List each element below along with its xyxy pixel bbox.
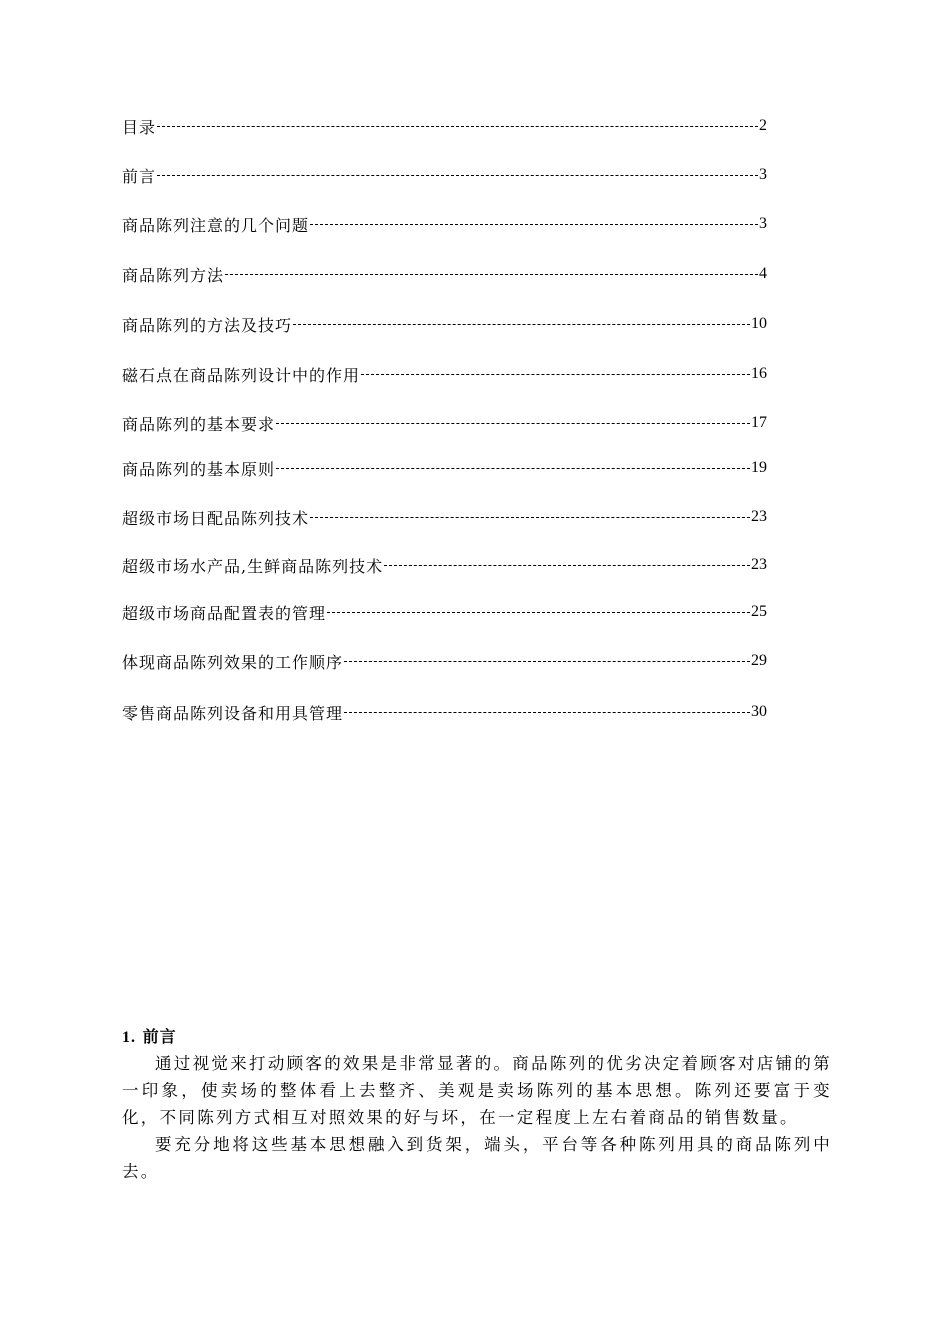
toc-leader: [310, 517, 750, 519]
toc-entry[interactable]: [122, 505, 767, 529]
toc-leader: [276, 468, 750, 470]
toc-entry-label: 超级市场商品配置表的管理: [122, 603, 327, 623]
toc-entry[interactable]: [122, 649, 767, 673]
toc-entry-page: 4: [759, 265, 767, 282]
toc-leader: [327, 612, 750, 614]
toc-entry-label: 商品陈列方法: [122, 265, 225, 285]
toc-entry-label: 体现商品陈列效果的工作顺序: [122, 652, 344, 672]
toc-leader: [310, 224, 758, 226]
toc-entry-label: 商品陈列的方法及技巧: [122, 315, 293, 335]
toc-entry-page: 23: [751, 508, 767, 525]
toc-entry-page: 3: [759, 166, 767, 183]
section-title: 前言: [142, 1027, 177, 1046]
toc-leader: [344, 712, 750, 714]
toc-entry[interactable]: [122, 163, 767, 187]
toc-leader: [344, 661, 750, 663]
toc-entry-page: 10: [751, 315, 767, 332]
toc-entry[interactable]: [122, 212, 767, 236]
toc-entry[interactable]: [122, 114, 767, 138]
toc-leader: [157, 175, 758, 177]
toc-entry-page: 17: [751, 414, 767, 431]
toc-entry[interactable]: [122, 362, 767, 386]
preface-section: [122, 1024, 832, 1185]
toc-entry-label: 商品陈列注意的几个问题: [122, 215, 310, 235]
toc-entry[interactable]: [122, 600, 767, 624]
toc-entry-label: 商品陈列的基本原则: [122, 459, 276, 479]
toc-entry-label: 超级市场日配品陈列技术: [122, 508, 310, 528]
toc-entry[interactable]: [122, 411, 767, 435]
toc-entry-label: 前言: [122, 166, 157, 186]
toc-entry-label: 磁石点在商品陈列设计中的作用: [122, 365, 361, 385]
toc-leader: [384, 565, 750, 567]
toc-entry-label: 超级市场水产品,生鲜商品陈列技术: [122, 556, 384, 576]
toc-leader: [157, 126, 758, 128]
toc-leader: [276, 423, 750, 425]
toc-leader: [361, 374, 750, 376]
toc-leader: [293, 324, 750, 326]
toc-entry-page: 23: [751, 556, 767, 573]
section-paragraph: 通过视觉来打动顾客的效果是非常显著的。商品陈列的优劣决定着顾客对店铺的第一印象，使卖场的整体看上去整齐、美观是卖场陈列的基本思想。陈列还要富于变化，不同陈列方式相互对照效果的好与坏，在一定程度上左右着商品的销售数量。: [122, 1054, 832, 1127]
toc-entry[interactable]: [122, 312, 767, 336]
toc-leader: [225, 274, 758, 276]
toc-entry[interactable]: [122, 456, 767, 480]
toc-entry[interactable]: [122, 553, 767, 577]
toc-entry-label: 商品陈列的基本要求: [122, 414, 276, 434]
section-number: 1.: [122, 1029, 136, 1046]
toc-entry-page: 30: [751, 703, 767, 720]
toc-entry[interactable]: [122, 262, 767, 286]
toc-entry-label: 零售商品陈列设备和用具管理: [122, 703, 344, 723]
toc-entry-page: 25: [751, 603, 767, 620]
toc-entry-page: 3: [759, 215, 767, 232]
toc-entry-page: 16: [751, 365, 767, 382]
section-paragraph: 要充分地将这些基本思想融入到货架，端头，平台等各种陈列用具的商品陈列中去。: [122, 1135, 832, 1181]
toc-entry-page: 19: [751, 459, 767, 476]
toc-entry[interactable]: [122, 700, 767, 724]
toc-entry-page: 29: [751, 652, 767, 669]
toc-entry-page: 2: [759, 117, 767, 134]
section-heading: [122, 1024, 832, 1050]
toc-entry-label: 目录: [122, 117, 157, 137]
